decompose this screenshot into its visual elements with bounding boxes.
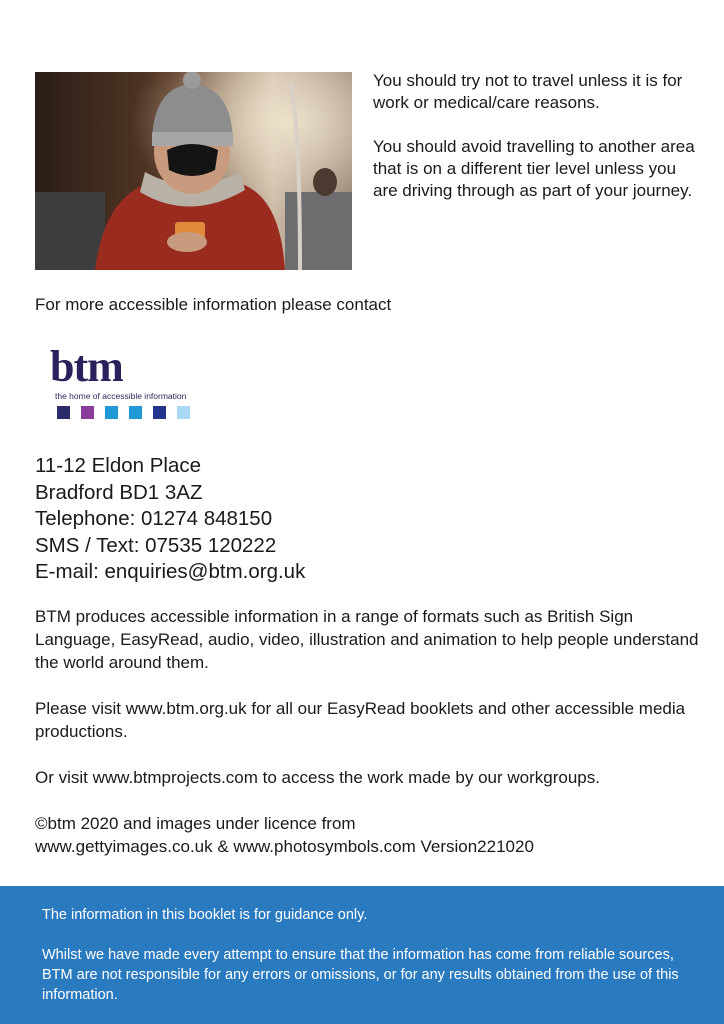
address-line: 11-12 Eldon Place	[35, 454, 202, 477]
logo-tagline: the home of accessible information	[55, 391, 187, 401]
btm-logo	[50, 342, 210, 425]
logo-color-squares	[57, 406, 190, 419]
about-paragraph: Please visit www.btm.org.uk for all our EasyRead booklets and other accessible media productions.	[35, 699, 686, 741]
copyright-notice	[35, 812, 705, 858]
copyright-line: www.gettyimages.co.uk & www.photosymbols.com Version221020	[35, 837, 534, 856]
photo-woman-on-bus	[35, 72, 352, 270]
about-paragraph: Or visit www.btmprojects.com to access the work made by our workgroups.	[35, 768, 600, 787]
logo-color-square	[153, 406, 166, 419]
contact-intro: For more accessible information please contact	[35, 295, 392, 314]
logo-color-square	[129, 406, 142, 419]
about-paragraph: BTM produces accessible information in a range of formats such as British Sign Language, EasyRead, audio, video, illustration and animation to help people understand the world around them.	[35, 607, 699, 672]
disclaimer-text	[42, 905, 682, 1005]
telephone-number: Telephone: 01274 848150	[35, 507, 273, 530]
logo-color-square	[177, 406, 190, 419]
copyright-line: ©btm 2020 and images under licence from	[35, 814, 356, 833]
travel-advice-paragraph: You should try not to travel unless it is for work or medical/care reasons.	[373, 71, 683, 112]
logo-color-square	[105, 406, 118, 419]
email-address: E-mail: enquiries@btm.org.uk	[35, 560, 306, 583]
disclaimer-paragraph: Whilst we have made every attempt to ensure that the information has come from reliable sources, BTM are not responsible for any errors or omissions, or for any results obtained from the use of this information.	[42, 947, 679, 1003]
address-line: Bradford BD1 3AZ	[35, 480, 203, 504]
photo-illustration	[35, 72, 352, 270]
sms-number: SMS / Text: 07535 120222	[35, 533, 277, 557]
disclaimer-paragraph: The information in this booklet is for guidance only.	[42, 907, 368, 923]
logo-color-square	[57, 406, 70, 419]
logo-color-square	[81, 406, 94, 419]
contact-address	[35, 453, 305, 586]
logo-wordmark: btm	[50, 342, 123, 391]
travel-advice-paragraph: You should avoid travelling to another area that is on a different tier level unless you are driving through as part of your journey.	[373, 137, 695, 200]
travel-advice	[373, 70, 703, 202]
about-btm	[35, 605, 705, 858]
